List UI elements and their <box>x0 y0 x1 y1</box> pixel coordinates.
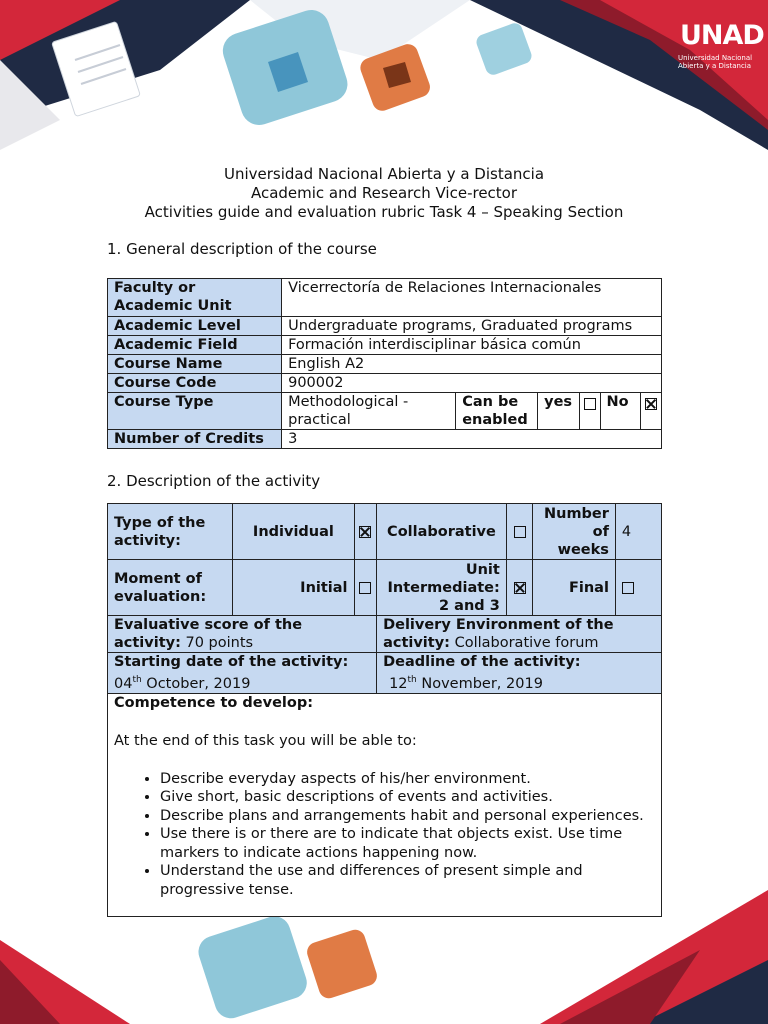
header-line2: Academic and Research Vice-rector <box>250 184 518 202</box>
table-row <box>108 693 662 916</box>
competence-intro: At the end of this task you will be able to: <box>114 732 417 749</box>
course-name-label: Course Name <box>108 355 282 374</box>
table-row <box>108 336 662 355</box>
list-item: • Use there is or there are to indicate that objects exist. Use time markers to indicate actions happening now. <box>160 825 655 862</box>
logo-subtitle <box>678 54 752 70</box>
intermediate-label <box>377 560 507 616</box>
academic-field-value: Formación interdisciplinar básica común <box>282 336 662 355</box>
start-day: 04 <box>114 675 133 692</box>
checkbox-empty-icon <box>359 582 371 594</box>
intermediate-line1: Unit <box>465 561 500 578</box>
course-description-table <box>107 278 662 449</box>
score-value: 70 points <box>185 635 254 651</box>
deadline-value <box>383 671 655 693</box>
start-date-label: Starting date of the activity: <box>114 654 349 670</box>
yes-checkbox[interactable] <box>580 393 600 430</box>
table-row <box>108 560 662 616</box>
credits-label: Number of Credits <box>108 430 282 449</box>
table-row <box>108 393 662 430</box>
start-date-cell <box>108 653 377 694</box>
section2-title: 2. Description of the activity <box>107 472 321 490</box>
logo-subtitle-line2: Abierta y a Distancia <box>678 62 752 70</box>
delivery-value: Collaborative forum <box>454 635 599 651</box>
header-line3: Activities guide and evaluation rubric Task 4 – Speaking Section <box>144 203 624 221</box>
type-label: Type of the activity: <box>108 504 233 560</box>
competence-cell <box>108 693 662 916</box>
course-name-value: English A2 <box>282 355 662 374</box>
weeks-value: 4 <box>615 504 661 560</box>
weeks-label: Number of weeks <box>533 504 616 560</box>
logo-subtitle-line1: Universidad Nacional <box>678 54 753 62</box>
can-be-enabled-label: Can be enabled <box>456 393 538 430</box>
academic-level-label: Academic Level <box>108 317 282 336</box>
score-label: Evaluative score of the activity: <box>114 617 303 651</box>
table-row <box>108 279 662 317</box>
start-month-year: October, 2019 <box>141 675 251 692</box>
checkbox-empty-icon <box>622 582 634 594</box>
table-row <box>108 430 662 449</box>
deadline-month-year: November, 2019 <box>416 675 543 692</box>
deadline-label: Deadline of the activity: <box>383 654 581 670</box>
deadline-cell <box>377 653 662 694</box>
course-type-label: Course Type <box>108 393 282 430</box>
list-item: • Give short, basic descriptions of events and activities. <box>160 788 655 807</box>
unad-logo <box>676 8 762 76</box>
yes-label: yes <box>538 393 580 430</box>
document-header <box>0 165 768 222</box>
delivery-cell <box>377 616 662 653</box>
start-day-suffix: th <box>132 675 142 685</box>
moment-label: Moment of evaluation: <box>108 560 233 616</box>
collaborative-checkbox[interactable] <box>506 504 532 560</box>
table-row <box>108 616 662 653</box>
list-item: • Understand the use and differences of present simple and progressive tense. <box>160 862 655 899</box>
intermediate-line2: Intermediate: <box>387 579 500 596</box>
checkbox-checked-icon <box>359 526 371 538</box>
checkbox-checked-icon <box>645 398 657 410</box>
course-code-value: 900002 <box>282 374 662 393</box>
final-label: Final <box>533 560 616 616</box>
faculty-label: Faculty or Academic Unit <box>108 279 282 317</box>
no-checkbox[interactable] <box>641 393 662 430</box>
checkbox-checked-icon <box>514 582 526 594</box>
individual-checkbox[interactable] <box>354 504 377 560</box>
no-label: No <box>600 393 641 430</box>
table-row <box>108 317 662 336</box>
table-row <box>108 374 662 393</box>
table-row <box>108 355 662 374</box>
intermediate-line3: 2 and 3 <box>439 597 500 614</box>
academic-level-value: Undergraduate programs, Graduated programs <box>282 317 662 336</box>
deadline-day: 12 <box>389 675 408 692</box>
final-checkbox[interactable] <box>615 560 661 616</box>
checkbox-empty-icon <box>514 526 526 538</box>
table-row <box>108 653 662 694</box>
checkbox-empty-icon <box>584 398 596 410</box>
academic-field-label: Academic Field <box>108 336 282 355</box>
faculty-value: Vicerrectoría de Relaciones Internacionales <box>282 279 662 317</box>
individual-label: Individual <box>233 504 354 560</box>
activity-description-table <box>107 503 662 917</box>
deadline-day-suffix: th <box>407 675 417 685</box>
competence-label: Competence to develop: <box>114 694 314 711</box>
list-item: • Describe plans and arrangements habit and personal experiences. <box>160 807 655 826</box>
logo-wordmark: UNAD <box>680 20 764 51</box>
section1-title: 1. General description of the course <box>107 240 377 258</box>
list-item: • Describe everyday aspects of his/her environment. <box>160 770 655 789</box>
collaborative-label: Collaborative <box>377 504 507 560</box>
delivery-label: Delivery Environment of the activity: <box>383 617 614 651</box>
competence-list <box>114 770 655 900</box>
start-date-value <box>114 671 370 693</box>
header-line1: Universidad Nacional Abierta y a Distancia <box>223 165 545 183</box>
table-row <box>108 504 662 560</box>
credits-value: 3 <box>282 430 662 449</box>
score-cell <box>108 616 377 653</box>
intermediate-checkbox[interactable] <box>506 560 532 616</box>
initial-label: Initial <box>233 560 354 616</box>
course-type-value: Methodological - practical <box>282 393 456 430</box>
initial-checkbox[interactable] <box>354 560 377 616</box>
course-code-label: Course Code <box>108 374 282 393</box>
